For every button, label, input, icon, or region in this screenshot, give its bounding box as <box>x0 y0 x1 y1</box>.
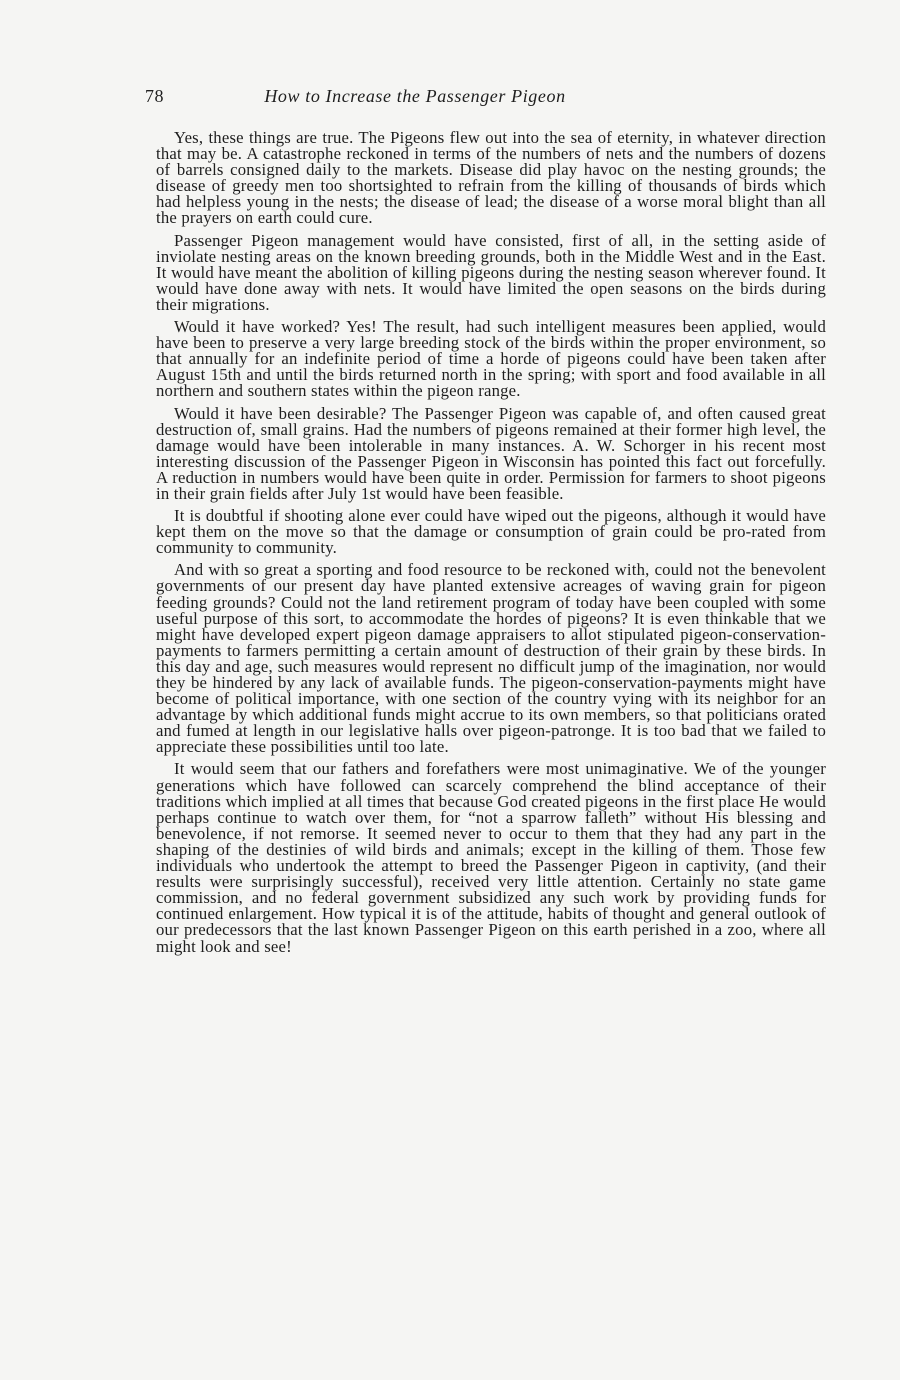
paragraph: It is doubtful if shooting alone ever could have wiped out the pigeons, although it would have kept them on the move so that the damage or consumption of grain could be pro-rated from community to community. <box>156 506 826 558</box>
paragraph: Would it have worked? Yes! The result, had such intelligent measures been applied, would have been to preserve a very large breeding stock of the birds within the proper environment, so that annually for an indefinite period of time a horde of pigeons could have been taken after August 15th and until the birds returned north in the spring; with sport and food available in all northern and southern states within the pigeon range. <box>156 317 826 401</box>
paragraph: And with so great a sporting and food resource to be reckoned with, could not the benevolent governments of our present day have planted extensive acreages of waving grain for pigeon feeding grounds? Could not the land retirement program of today have been coupled with some useful purpose of this sort, to accommodate the hordes of pigeons? It is even thinkable that we might have developed expert pigeon damage appraisers to allot stipulated pigeon-conservation-payments to farmers permitting a certain amount of destruction of their grain by these birds. In this day and age, such measures would represent no difficult jump of the imagination, nor would they be hindered by any lack of available funds. The pigeon-conservation-payments might have become of political importance, with one section of the country vying with its neighbor for an advantage by which additional funds might accrue to its own members, so that politicians orated and fumed at length in our legislative halls over pigeon-patronge. It is too bad that we failed to appreciate these possibilities until too late. <box>156 560 826 757</box>
paragraph: Would it have been desirable? The Passenger Pigeon was capable of, and often caused great destruction of, small grains. Had the numbers of pigeons remained at their former high level, the damage would have been intolerable in many instances. A. W. Schorger in his recent most interesting discussion of the Passenger Pigeon in Wisconsin has pointed this fact out forcefully. A reduction in numbers would have been quite in order. Permission for farmers to shoot pigeons in their grain fields after July 1st would have been feasible. <box>156 403 826 503</box>
paragraph: It would seem that our fathers and forefathers were most unimaginative. We of the younger generations which have followed can scarcely comprehend the blind acceptance of their traditions which implied at all times that because God created pigeons in the first place He would perhaps continue to watch over them, for “not a sparrow falleth” without His blessing and benevolence, if not remorse. It seemed never to occur to them that they had any part in the shaping of the destinies of wild birds and animals; except in the killing of them. Those few individuals who undertook the attempt to breed the Passenger Pigeon in captivity, (and their results were surprisingly successful), received very little attention. Certainly no state game commission, and no federal government subsidized any such work by providing funds for continued enlargement. How typical it is of the attitude, habits of thought and general outlook of our predecessors that the last known Passenger Pigeon on this earth perished in a zoo, where all might look and see! <box>156 759 826 956</box>
running-head-title: How to Increase the Passenger Pigeon <box>264 86 566 106</box>
paragraph: Yes, these things are true. The Pigeons flew out into the sea of eternity, in whatever direction that may be. A catastrophe reckoned in terms of the numbers of nets and the numbers of dozens of barrels consigned daily to the markets. Disease did play havoc on the nesting grounds; the disease of greedy men too shortsighted to refrain from the killing of thousands of birds which had helpless young in the nests; the disease of lead; the disease of a worse moral blight than all the prayers on earth could cure. <box>156 128 826 228</box>
paragraph: Passenger Pigeon management would have consisted, first of all, in the setting aside of inviolate nesting areas on the known breeding grounds, both in the Middle West and in the East. It would have meant the abolition of killing pigeons during the nesting season wherever found. It would have done away with nets. It would have limited the open seasons on the birds during their migrations. <box>156 230 826 314</box>
running-head <box>145 86 685 112</box>
page-number: 78 <box>145 86 164 106</box>
body-text <box>156 130 826 961</box>
